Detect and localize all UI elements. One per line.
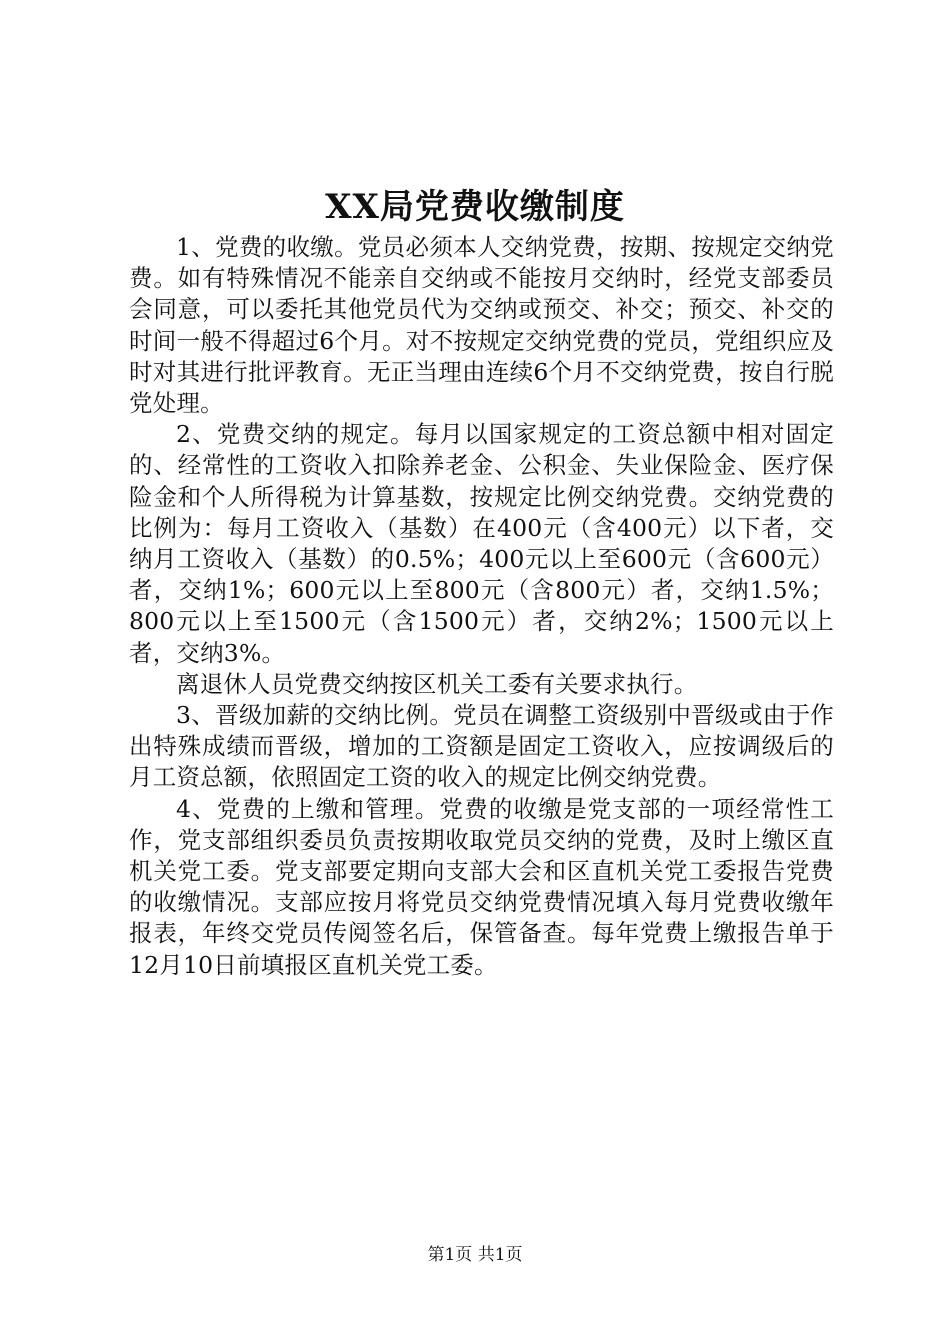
paragraph-3: 离退休人员党费交纳按区机关工委有关要求执行。 <box>176 669 698 698</box>
document-title: XX局党费收缴制度 <box>325 187 625 227</box>
paragraph-1: 1、党费的收缴。党员必须本人交纳党费，按期、按规定交纳党费。如有特殊情况不能亲自交纳或不能按月交纳时，经党支部委员会同意，可以委托其他党员代为交纳或预交、补交；预交、补交的时间一般不得超过6个月。对不按规定交纳党费的党员，党组织应及时对其进行批评教育。无正当理由连续6个月不交纳党费，按自行脱党处理。 <box>129 233 834 418</box>
document-body <box>129 232 834 981</box>
paragraph-5: 4、党费的上缴和管理。党费的收缴是党支部的一项经常性工作，党支部组织委员负责按期收取党员交纳的党费，及时上缴区直机关党工委。党支部要定期向支部大会和区直机关党工委报告党费的收缴情况。支部应按月将党员交纳党费情况填入每月党费收缴年报表，年终交党员传阅签名后，保管备查。每年党费上缴报告单于12月10日前填报区直机关党工委。 <box>129 794 834 979</box>
page-footer: 第1页 共1页 <box>427 1245 523 1265</box>
paragraph-2: 2、党费交纳的规定。每月以国家规定的工资总额中相对固定的、经常性的工资收入扣除养老金、公积金、失业保险金、医疗保险金和个人所得税为计算基数，按规定比例交纳党费。交纳党费的比例为：每月工资收入（基数）在400元（含400元）以下者，交纳月工资收入（基数）的0.5%；400元以上至600元（含600元）者，交纳1%；600元以上至800元（含800元）者，交纳1.5%；800元以上至1500元（含1500元）者，交纳2%；1500元以上者，交纳3%。 <box>129 420 834 667</box>
paragraph-4: 3、晋级加薪的交纳比例。党员在调整工资级别中晋级或由于作出特殊成绩而晋级，增加的工资额是固定工资收入，应按调级后的月工资总额，依照固定工资的收入的规定比例交纳党费。 <box>129 701 834 792</box>
